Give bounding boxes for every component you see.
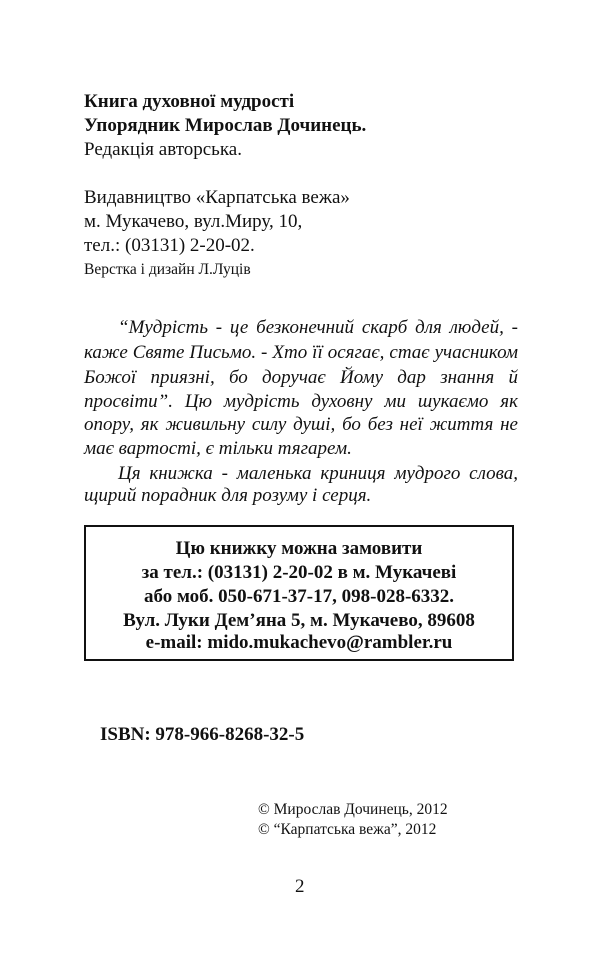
quote-line: щирий порадник для розуму і серця. [84,485,372,506]
page-number: 2 [295,876,305,897]
quote-line: просвіти”. Цю мудрість духовну ми шукаємо як [84,391,518,412]
isbn: ISBN: 978-966-8268-32-5 [100,724,305,745]
quote-line: “Мудрість - це безконечний скарб для людей, - [118,317,518,338]
order-phone: за тел.: (03131) 2-20-02 в м. Мукачеві [141,562,457,583]
quote-line: опору, як живильну силу душі, бо без неї життя не [84,414,518,435]
order-address: Вул. Луки Дем’яна 5, м. Мукачево, 89608 [123,610,475,631]
publisher-phone: тел.: (03131) 2-20-02. [84,235,255,256]
layout-credit: Верстка і дизайн Л.Луців [84,261,251,278]
quote-line: має вартості, є тільки тягарем. [84,438,352,459]
copyright-publisher: © “Карпатська вежа”, 2012 [258,821,437,838]
quote-line: Божої приязні, бо доручає Йому дар знання й [84,367,518,388]
quote-line: Ця книжка - маленька криниця мудрого слова, [118,463,518,484]
order-line: Цю книжку можна замовити [175,538,423,559]
quote-line: каже Святе Письмо. - Хто її осягає, стає учасником [84,342,518,363]
book-title: Книга духовної мудрості [84,91,295,112]
publisher-address: м. Мукачево, вул.Миру, 10, [84,211,303,232]
order-info-box [84,525,514,661]
order-email: e-mail: mido.mukachevo@rambler.ru [145,632,453,653]
edition-line: Редакція авторська. [84,139,242,160]
order-mobile: або моб. 050-671-37-17, 098-028-6332. [143,586,455,607]
compiler-line: Упорядник Мирослав Дочинець. [84,115,367,136]
publisher-name: Видавництво «Карпатська вежа» [84,187,350,208]
copyright-author: © Мирослав Дочинець, 2012 [258,801,448,818]
